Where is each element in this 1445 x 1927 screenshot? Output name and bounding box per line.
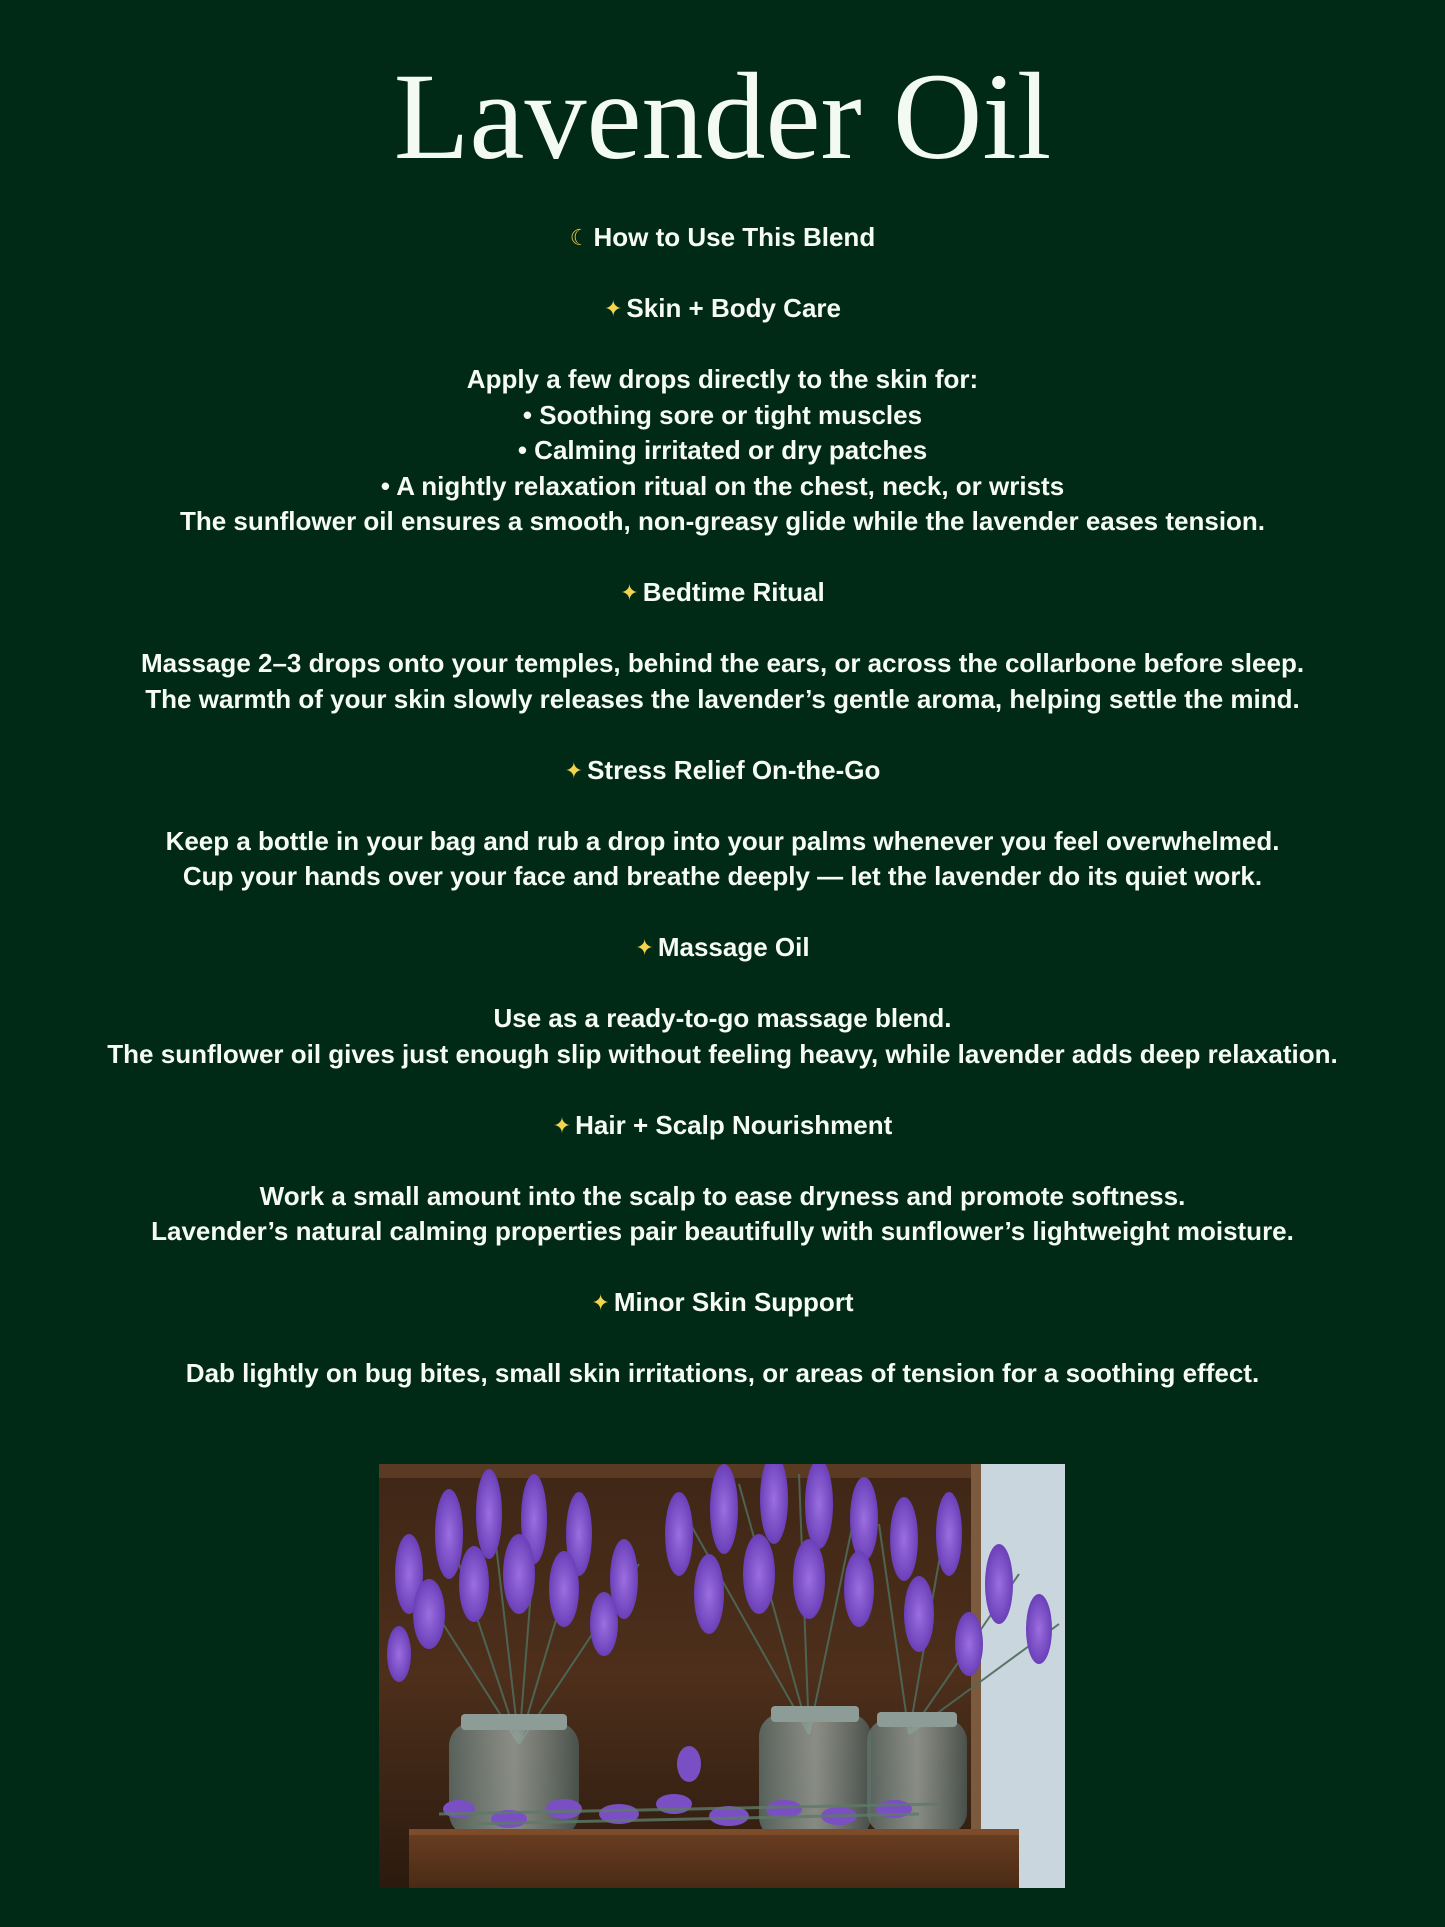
section-text: Dab lightly on bug bites, small skin irritations, or areas of tension for a soothing effect. xyxy=(185,1358,1260,1388)
section-text: Cup your hands over your face and breathe deeply — let the lavender do its quiet work. xyxy=(182,861,1263,891)
sparkles-icon: ✦ xyxy=(591,1290,610,1315)
sparkles-icon: ✦ xyxy=(564,757,584,783)
section-heading-text: Massage Oil xyxy=(657,932,810,962)
section-text: Lavender’s natural calming properties pair beautifully with sunflower’s lightweight moisture. xyxy=(151,1216,1294,1246)
page-title: Lavender Oil xyxy=(393,48,1052,185)
section-heading-text: Hair + Scalp Nourishment xyxy=(575,1109,893,1140)
section-text: Use as a ready-to-go massage blend. xyxy=(493,1003,952,1033)
intro-heading xyxy=(0,220,1445,256)
section-text: Keep a bottle in your bag and rub a drop into your palms whenever you feel overwhelmed. xyxy=(165,825,1280,856)
section-heading-text: Skin + Body Care xyxy=(626,293,841,323)
sparkles-icon: ✦ xyxy=(620,580,639,605)
section-heading-hair-scalp xyxy=(0,1108,1445,1144)
section-text: Massage 2–3 drops onto your temples, behind the ears, or across the collarbone before sleep. xyxy=(140,648,1305,678)
section-heading-text: Stress Relief On-the-Go xyxy=(587,754,881,785)
section-text: The sunflower oil gives just enough slip without feeling heavy, while lavender adds deep relaxation. xyxy=(107,1038,1338,1069)
section-heading-text: Minor Skin Support xyxy=(613,1287,854,1317)
intro-heading-text: How to Use This Blend xyxy=(593,222,876,252)
section-text: Work a small amount into the scalp to ease dryness and promote softness. xyxy=(259,1180,1186,1211)
crescent-moon-icon: ☾ xyxy=(569,225,590,250)
section-heading-massage-oil xyxy=(0,930,1445,966)
lavender-photo xyxy=(379,1464,1065,1888)
bullet-item: • Soothing sore or tight muscles xyxy=(522,399,923,430)
usage-guide xyxy=(0,220,1445,1392)
section-heading-minor-skin-support xyxy=(0,1285,1445,1321)
section-text: The sunflower oil ensures a smooth, non-greasy glide while the lavender eases tension. xyxy=(179,506,1266,536)
section-heading-stress-relief xyxy=(0,753,1445,789)
section-text: The warmth of your skin slowly releases the lavender’s gentle aroma, helping settle the mind. xyxy=(145,683,1300,714)
section-text: Apply a few drops directly to the skin for: xyxy=(466,364,979,394)
sparkles-icon: ✦ xyxy=(552,1112,572,1138)
bullet-item: • Calming irritated or dry patches xyxy=(517,435,928,465)
bullet-item: • A nightly relaxation ritual on the chest, neck, or wrists xyxy=(380,470,1065,501)
sparkles-icon: ✦ xyxy=(603,296,623,321)
section-heading-skin-body-care xyxy=(0,291,1445,327)
sparkles-icon: ✦ xyxy=(635,935,654,960)
section-heading-text: Bedtime Ritual xyxy=(642,577,825,607)
section-heading-bedtime-ritual xyxy=(0,575,1445,611)
